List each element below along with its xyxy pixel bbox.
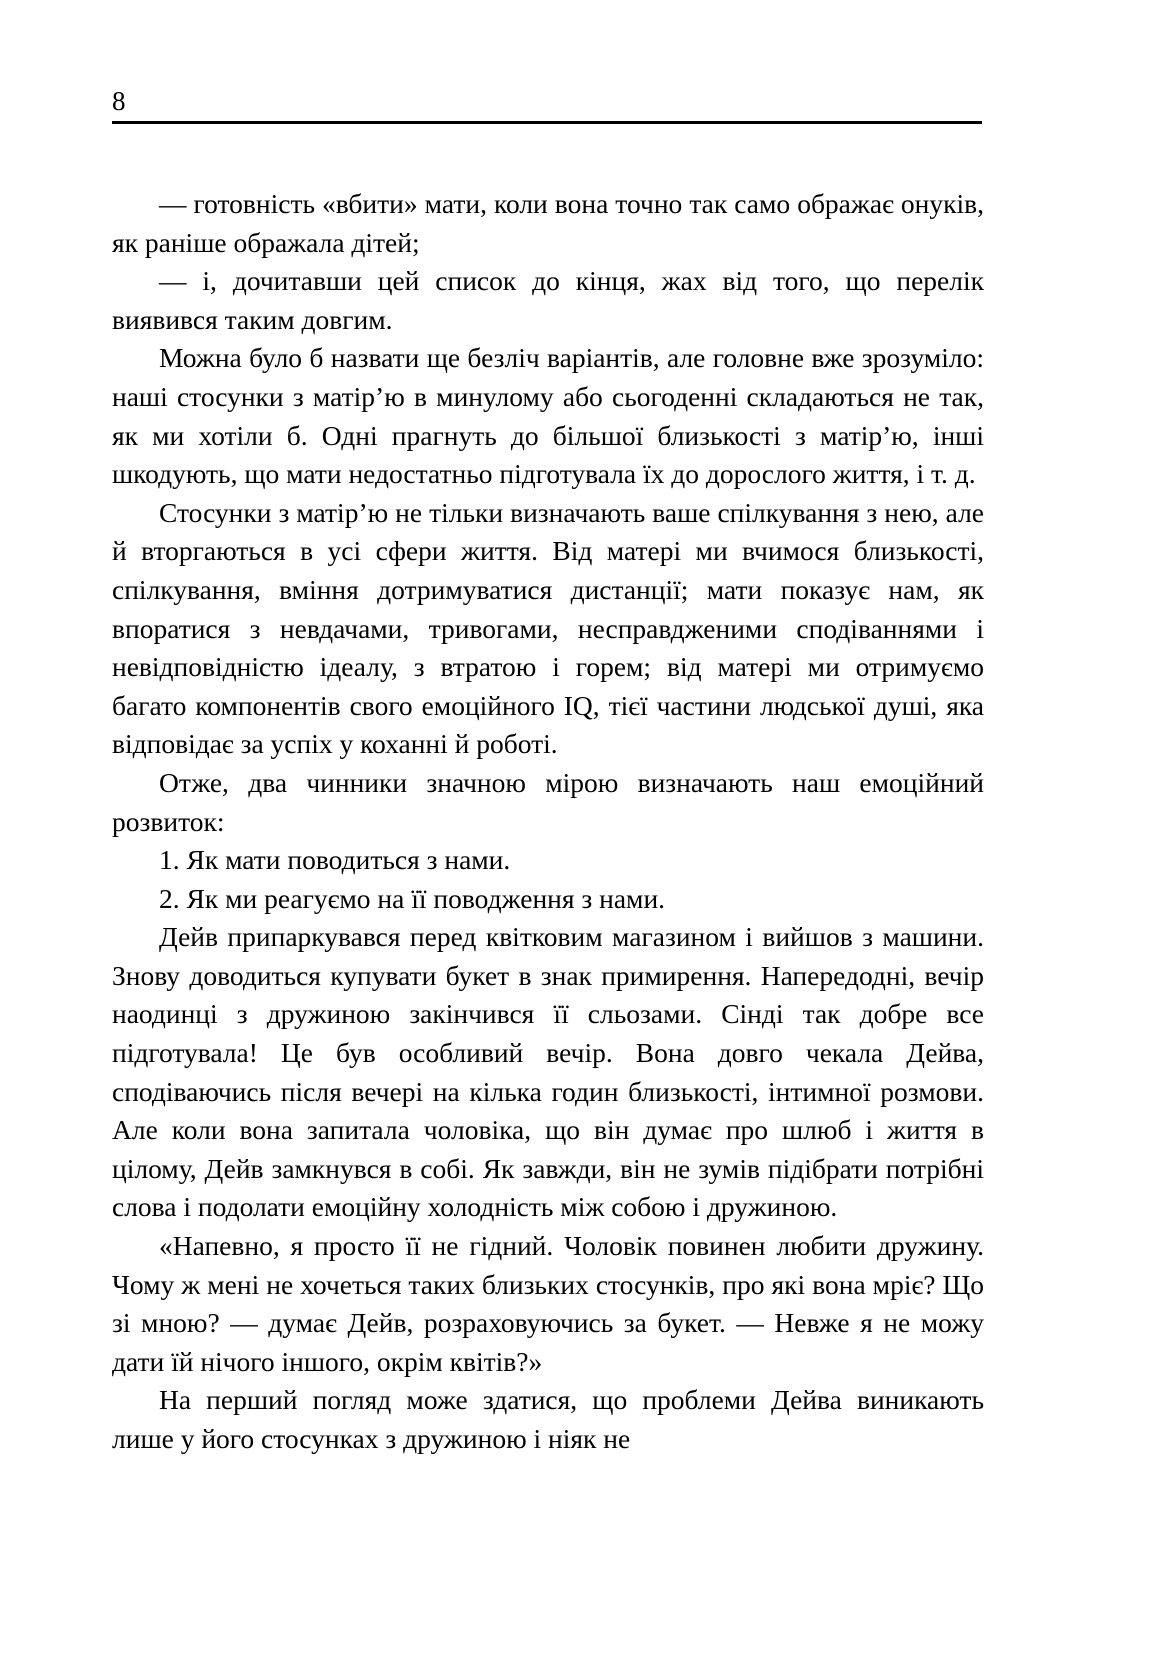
paragraph-dave: Дейв припаркувався перед квітковим магазином і вийшов з машини. Знову доводиться купувати букет в знак примирення. Напередодні, вечір наодинці з дружиною закінчився її сльозами. Сінді так добре все підготувала! Це був особливий вечір. Вона довго чекала Дейва, сподіваючись після вечері на кілька годин близькості, інтимної розмови. Але коли вона запитала чоловіка, що він думає про шлюб і життя в цілому, Дейв замкнувся в собі. Як завжди, він не зумів підібрати потрібні слова і подолати емоційну холодність між собою і дружиною. bbox=[112, 921, 984, 1223]
paragraph-factors: Отже, два чинники значною мірою визначають наш емоційний розвиток: bbox=[112, 766, 984, 837]
paragraph-bullet-2: — і, дочитавши цей список до кінця, жах від того, що перелік виявився таким довгим. bbox=[112, 265, 984, 335]
list-item-1: 1. Як мати поводиться з нами. bbox=[159, 844, 511, 876]
page-number: 8 bbox=[112, 86, 126, 116]
paragraph-bullet-1: — готовність «вбити» мати, коли вона точно так само ображає онуків, як раніше ображала дітей; bbox=[112, 188, 984, 258]
paragraph-relations: Стосунки з матір’ю не тільки визначають ваше спілкування з нею, але й вторгаються в усі сфери життя. Від матері ми вчимося близькості, спілкування, вміння дотримуватися дистанції; мати показує нам, як впоратися з невдачами, тривогами, несправдженими сподіваннями і невідповідністю ідеалу, з втратою і горем; від матері ми отримуємо багато компонентів свого емоційного IQ, тієї частини людської душі, яка відповідає за успіх у коханні й роботі. bbox=[112, 496, 984, 760]
paragraph-first-glance: На перший погляд може здатися, що проблеми Дейва виникають лише у його стосунках з дружиною і ніяк не bbox=[112, 1384, 984, 1454]
list-item-2: 2. Як ми реагуємо на її поводження з нами. bbox=[159, 882, 666, 914]
page-body-text bbox=[112, 185, 984, 1459]
paragraph-quote: «Напевно, я просто її не гідний. Чоловік повинен любити дружину. Чому ж мені не хочеться таких близьких стосунків, про які вона мріє? Що зі мною? — думає Дейв, розраховуючись за букет. — Невже я не можу дати їй нічого іншого, окрім квітів?» bbox=[112, 1230, 984, 1377]
page-header bbox=[112, 88, 982, 124]
header-divider-rule bbox=[112, 121, 982, 124]
paragraph-variants: Можна було б назвати ще безліч варіантів, але головне вже зрозуміло: наші стосунки з матір’ю в минулому або сьогоденні складаються не так, як ми хотіли б. Одні прагнуть до більшої близькості з матір’ю, інші шкодують, що мати недостатньо підготувала їх до дорослого життя, і т. д. bbox=[112, 342, 984, 490]
